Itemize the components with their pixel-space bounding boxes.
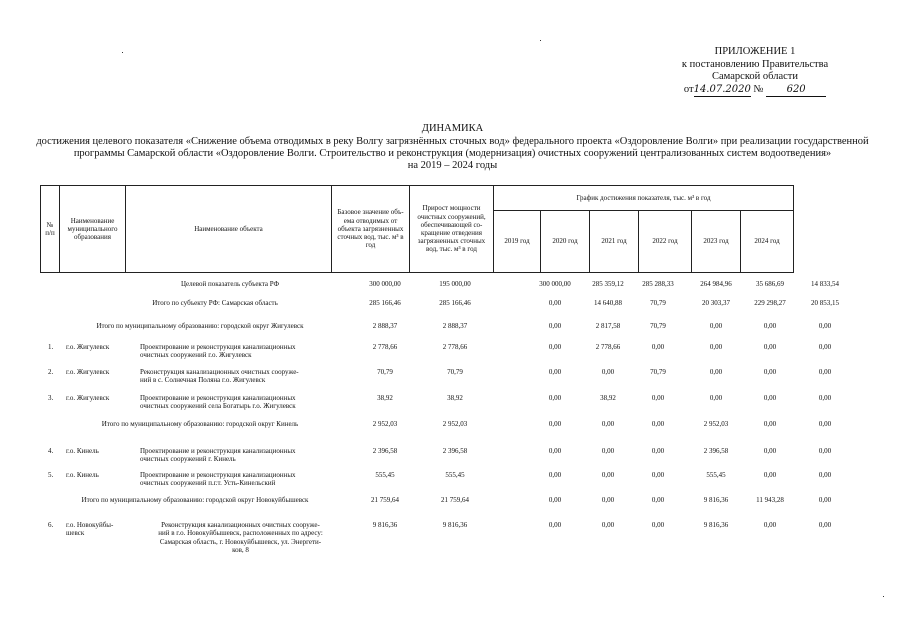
header-year-2019: 2019 год — [494, 211, 541, 273]
group-2021: 70,79 — [650, 322, 666, 330]
total-2020: 14 640,88 — [594, 299, 622, 307]
row-object-line1: Проектирование и реконструкция канализационных — [140, 447, 296, 455]
row-2022: 9 816,36 — [703, 521, 729, 529]
group-gain: 2 888,37 — [442, 322, 468, 330]
appendix-region: Самарской области — [712, 71, 798, 82]
header-year-2021: 2021 год — [590, 211, 639, 273]
row-2022: 2 396,58 — [703, 447, 729, 455]
group-gain: 2 952,03 — [442, 420, 468, 428]
row-number: 6. — [48, 521, 54, 529]
row-gain: 38,92 — [447, 394, 463, 402]
group-2020: 0,00 — [601, 420, 615, 428]
group-base: 21 759,64 — [371, 496, 399, 504]
row-base: 70,79 — [377, 368, 393, 376]
header-schedule: График достижения показателя, тыс. м³ в год — [494, 186, 794, 211]
group-2020: 2 817,58 — [595, 322, 621, 330]
row-2020: 2 778,66 — [595, 343, 621, 351]
total-label: Итого по субъекту РФ: Самарская область — [152, 299, 278, 307]
row-object-line1: Реконструкция канализационных очистных сооруже- — [161, 521, 320, 529]
row-object-line2: очистных сооружений п.г.т. Усть-Кинельский — [140, 479, 276, 488]
row-object-line2: ний в г.о. Новокуйбышевск, расположенных по адресу: — [158, 529, 323, 538]
appendix-date-line — [640, 84, 870, 98]
header-year-2024: 2024 год — [741, 211, 794, 273]
total-2023: 229 298,27 — [754, 299, 786, 307]
row-gain: 2 396,58 — [442, 447, 468, 455]
row-base: 555,45 — [375, 471, 395, 479]
row-2022: 0,00 — [709, 343, 723, 351]
doc-heading: ДИНАМИКА — [421, 123, 484, 134]
header-year-2020: 2020 год — [541, 211, 590, 273]
header-year-2022: 2022 год — [639, 211, 692, 273]
row-municipality: г.о. Жигулевск — [66, 394, 110, 402]
total-gain: 285 166,46 — [439, 299, 471, 307]
row-object-line3: Самарская область, г. Новокуйбышевск, ул. Энергети- — [159, 537, 322, 546]
group-2024: 0,00 — [818, 496, 832, 504]
group-label: Итого по муниципальному образованию: городской округ Новокуйбышевск — [81, 496, 309, 504]
row-object-line2: очистных сооружений г.о. Жигулевск — [140, 351, 252, 360]
doc-title-line3: на 2019 – 2024 годы — [407, 160, 498, 171]
target-2024: 14 833,54 — [811, 280, 839, 288]
row-base: 38,92 — [377, 394, 393, 402]
header-municipality: Наименование муниципального образования — [60, 186, 126, 273]
appendix-decree: к постановлению Правительства — [681, 58, 829, 70]
row-2020: 0,00 — [601, 471, 615, 479]
row-2019: 0,00 — [548, 343, 562, 351]
row-2023: 0,00 — [763, 521, 777, 529]
scan-speck — [122, 52, 123, 53]
row-2021: 0,00 — [651, 343, 665, 351]
row-2021: 0,00 — [651, 394, 665, 402]
row-municipality: г.о. Кинель — [66, 447, 99, 455]
group-label: Итого по муниципальному образованию: городской округ Жигулевск — [96, 322, 304, 330]
row-2019: 0,00 — [548, 394, 562, 402]
row-2022: 555,45 — [706, 471, 726, 479]
row-gain: 555,45 — [445, 471, 465, 479]
row-2023: 0,00 — [763, 471, 777, 479]
row-2023: 0,00 — [763, 343, 777, 351]
row-object-line4: ков, 8 — [232, 546, 249, 555]
row-2019: 0,00 — [548, 368, 562, 376]
row-municipality: г.о. Кинель — [66, 471, 99, 479]
row-2024: 0,00 — [818, 368, 832, 376]
group-2019: 0,00 — [548, 322, 562, 330]
row-municipality: г.о. Жигулевск — [66, 343, 110, 351]
row-object-line2: очистных сооружений села Богатырь г.о. Жигулевск — [140, 402, 296, 411]
row-2024: 0,00 — [818, 394, 832, 402]
row-2023: 0,00 — [763, 394, 777, 402]
row-2021: 0,00 — [651, 521, 665, 529]
header-base-value: Базовое значение объ-ема отводимых от объекта загрязненных сточных вод, тыс. м³ в год — [332, 186, 410, 273]
group-2020: 0,00 — [601, 496, 615, 504]
row-2019: 0,00 — [548, 447, 562, 455]
target-label: Целевой показатель субъекта РФ — [180, 280, 280, 288]
row-number: 1. — [48, 343, 54, 351]
target-gain: 195 000,00 — [439, 280, 471, 288]
total-2021: 70,79 — [650, 299, 666, 307]
target-base: 300 000,00 — [369, 280, 401, 288]
row-2024: 0,00 — [818, 343, 832, 351]
group-base: 2 888,37 — [372, 322, 398, 330]
row-2020: 38,92 — [600, 394, 616, 402]
group-2022: 2 952,03 — [703, 420, 729, 428]
row-2023: 0,00 — [763, 447, 777, 455]
group-2023: 11 943,28 — [756, 496, 784, 504]
group-2021: 0,00 — [651, 496, 665, 504]
header-capacity-gain: Прирост мощности очистных сооружений, обеспечивающей со-кращение отведения загрязненных сточных вод, тыс. м³ в год — [410, 186, 494, 273]
row-gain: 70,79 — [447, 368, 463, 376]
row-base: 2 396,58 — [372, 447, 398, 455]
appendix-title: ПРИЛОЖЕНИЕ 1 — [714, 46, 796, 57]
header-table — [40, 185, 794, 273]
row-number: 2. — [48, 368, 54, 376]
doc-title-line1: достижения целевого показателя «Снижение объема отводимых в реку Волгу загрязнённых сточных вод» федерального проекта «Оздоровление Волги» при реализации государственной — [36, 136, 869, 147]
row-gain: 9 816,36 — [442, 521, 468, 529]
row-object-line1: Проектирование и реконструкция канализационных — [140, 471, 296, 479]
row-2020: 0,00 — [601, 368, 615, 376]
row-municipality: г.о. Жигулевск — [66, 368, 110, 376]
group-gain: 21 759,64 — [441, 496, 469, 504]
group-2023: 0,00 — [763, 322, 777, 330]
group-2023: 0,00 — [763, 420, 777, 428]
row-object-line1: Проектирование и реконструкция канализационных — [140, 343, 296, 351]
row-object-line1: Реконструкция канализационных очистных сооруже- — [140, 368, 299, 376]
row-2024: 0,00 — [818, 447, 832, 455]
row-base: 2 778,66 — [372, 343, 398, 351]
row-2020: 0,00 — [601, 447, 615, 455]
scan-speck — [883, 596, 884, 597]
row-2024: 0,00 — [818, 521, 832, 529]
row-object-line2: очистных сооружений г. Кинель — [140, 455, 236, 464]
group-2019: 0,00 — [548, 496, 562, 504]
row-object-line1: Проектирование и реконструкция канализационных — [140, 394, 296, 402]
row-number: 5. — [48, 471, 54, 479]
row-base: 9 816,36 — [372, 521, 398, 529]
row-object-line2: ний в с. Солнечная Поляна г.о. Жигулевск — [140, 376, 266, 385]
group-2021: 0,00 — [651, 420, 665, 428]
total-2019: 0,00 — [548, 299, 562, 307]
doc-title-line2: программы Самарской области «Оздоровление Волги. Строительство и реконструкция (модернизация) очистных сооружений централизованных систем водоотведения» — [73, 148, 832, 159]
target-2022: 264 984,96 — [700, 280, 732, 288]
row-2021: 0,00 — [651, 447, 665, 455]
group-2024: 0,00 — [818, 420, 832, 428]
row-2019: 0,00 — [548, 471, 562, 479]
target-2020: 285 359,12 — [592, 280, 624, 288]
date-label: от — [683, 83, 694, 95]
total-2024: 20 853,15 — [811, 299, 839, 307]
row-2024: 0,00 — [818, 471, 832, 479]
number-value: 620 — [766, 84, 826, 98]
number-label: № — [753, 83, 764, 95]
header-no: № п/п — [41, 186, 60, 273]
row-2019: 0,00 — [548, 521, 562, 529]
row-2021: 70,79 — [650, 368, 666, 376]
header-year-2023: 2023 год — [692, 211, 741, 273]
date-value: 14.07.2020 — [694, 84, 751, 98]
group-label: Итого по муниципальному образованию: городской округ Кинель — [101, 420, 299, 428]
row-2022: 0,00 — [709, 394, 723, 402]
row-2021: 0,00 — [651, 471, 665, 479]
group-2024: 0,00 — [818, 322, 832, 330]
group-2019: 0,00 — [548, 420, 562, 428]
target-2021: 285 288,33 — [642, 280, 674, 288]
row-number: 3. — [48, 394, 54, 402]
row-2022: 0,00 — [709, 368, 723, 376]
target-2019: 300 000,00 — [539, 280, 571, 288]
total-base: 285 166,46 — [369, 299, 401, 307]
appendix-block — [640, 46, 870, 97]
row-2020: 0,00 — [601, 521, 615, 529]
total-2022: 20 303,37 — [702, 299, 730, 307]
row-2023: 0,00 — [763, 368, 777, 376]
group-2022: 0,00 — [709, 322, 723, 330]
target-2023: 35 686,69 — [756, 280, 784, 288]
row-gain: 2 778,66 — [442, 343, 468, 351]
row-number: 4. — [48, 447, 54, 455]
group-base: 2 952,03 — [372, 420, 398, 428]
group-2022: 9 816,36 — [703, 496, 729, 504]
header-object: Наименование объекта — [126, 186, 332, 273]
row-municipality: г.о. Новокуйбы-шевск — [66, 521, 114, 538]
scan-speck — [540, 40, 541, 41]
